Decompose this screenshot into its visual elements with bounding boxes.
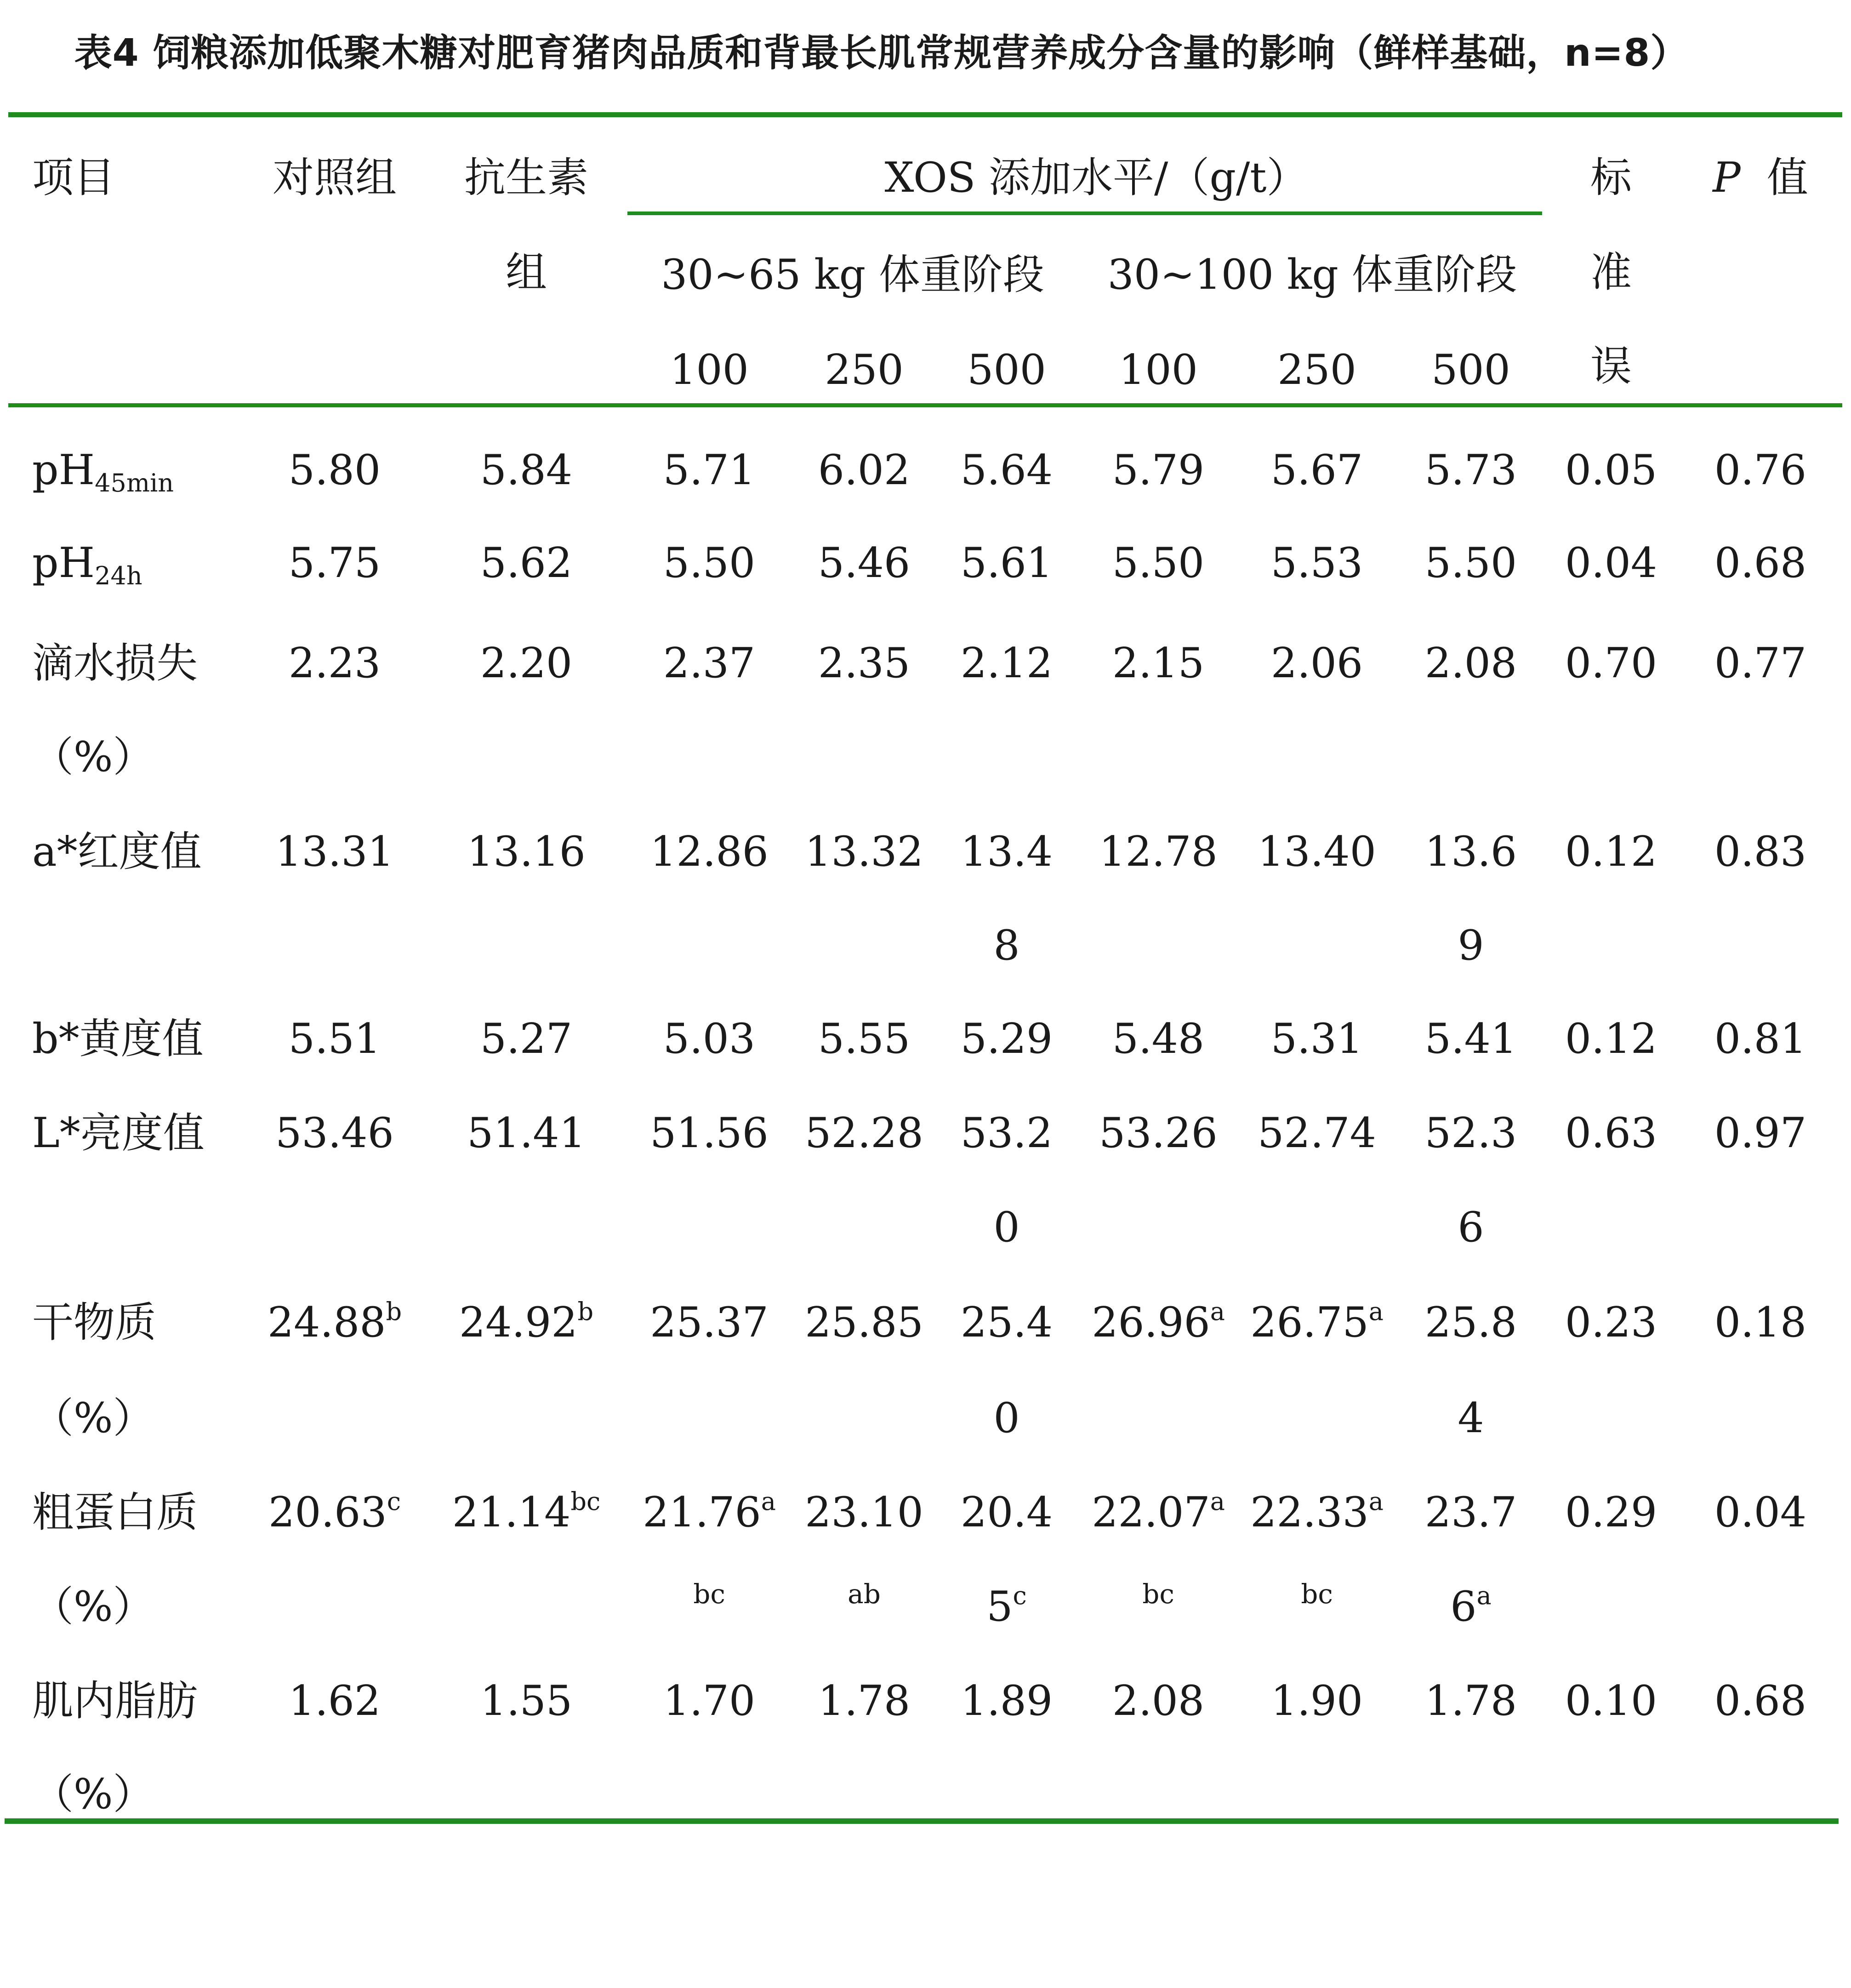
- table-cell-wrap: 9: [1458, 921, 1484, 970]
- row-label-dry-matter: 干物质: [32, 1298, 156, 1347]
- table-cell: 5.53: [1270, 539, 1363, 587]
- table-cell: 0.63: [1565, 1109, 1657, 1157]
- table-cell: 5.51: [288, 1015, 381, 1063]
- table-cell: 5.31: [1270, 1015, 1363, 1063]
- table-cell: 0.68: [1714, 539, 1807, 587]
- header-stage-30-100: 30~100 kg 体重阶段: [1107, 251, 1517, 299]
- table-cell: 22.07$^a$: [1092, 1487, 1225, 1537]
- table-cell: 1.78: [1424, 1677, 1517, 1725]
- header-antibiotic: 抗生素: [464, 154, 588, 202]
- table-cell: 5.75: [288, 539, 381, 587]
- row-label-lightness: L*亮度值: [32, 1109, 205, 1157]
- table-cell: 2.12: [960, 639, 1053, 687]
- header-level: 500: [967, 346, 1046, 394]
- table-cell: 0.18: [1714, 1298, 1807, 1347]
- table-cell: 5.62: [480, 539, 573, 587]
- table-cell: 2.37: [663, 639, 756, 687]
- table-cell: 26.75$^a$: [1250, 1297, 1384, 1347]
- table-cell: 25.8: [1424, 1298, 1517, 1347]
- table-cell: 1.70: [663, 1677, 756, 1725]
- table-cell: 6.02: [818, 446, 911, 494]
- header-item: 项目: [32, 154, 115, 202]
- row-label-crude-protein: 粗蛋白质: [32, 1488, 198, 1537]
- table-title: 表4 饲粮添加低聚木糖对肥育猪肉品质和背最长肌常规营养成分含量的影响（鲜样基础，n=8）: [74, 31, 1689, 75]
- table-cell: 24.92$^b$: [459, 1297, 594, 1347]
- table-cell: 5.80: [288, 446, 381, 494]
- row-label-imf-unit: （%）: [32, 1770, 154, 1818]
- header-level: 100: [670, 346, 749, 394]
- table-cell: 0.12: [1565, 1015, 1657, 1063]
- row-label-yellowness: b*黄度值: [32, 1015, 204, 1063]
- header-level: 250: [1277, 346, 1356, 394]
- table-cell: 0.05: [1565, 446, 1657, 494]
- header-control: 对照组: [273, 154, 397, 202]
- table-cell: 52.74: [1258, 1109, 1376, 1157]
- header-se: 标: [1590, 154, 1632, 202]
- table-cell: 25.85: [805, 1298, 923, 1347]
- table-cell: 0.10: [1565, 1677, 1657, 1725]
- header-bottom-rule: [8, 403, 1842, 407]
- table-cell: 53.26: [1099, 1109, 1218, 1157]
- row-label-drip-loss-unit: （%）: [32, 733, 154, 781]
- row-label-main: pH: [32, 539, 95, 587]
- header-antibiotic-wrap: 组: [506, 248, 547, 297]
- table-cell-wrap: ab: [848, 1578, 881, 1610]
- table-cell: 2.08: [1112, 1677, 1205, 1725]
- row-label-sub: 45min: [95, 468, 174, 497]
- table-cell: 0.77: [1714, 639, 1807, 687]
- table-cell: 26.96$^a$: [1092, 1297, 1225, 1347]
- xos-header-rule: [627, 211, 1542, 215]
- table-cell: 23.10: [805, 1488, 923, 1537]
- table-cell: 5.67: [1270, 446, 1363, 494]
- table-cell: 2.08: [1424, 639, 1517, 687]
- table-cell: 0.97: [1714, 1109, 1807, 1157]
- table-cell: 0.12: [1565, 828, 1657, 876]
- table-cell: 0.70: [1565, 639, 1657, 687]
- row-label-sub: 24h: [95, 561, 142, 590]
- table-cell: 1.55: [480, 1677, 573, 1725]
- table-cell: 13.6: [1424, 828, 1517, 876]
- table-cell-wrap: bc: [1301, 1578, 1333, 1610]
- header-p-italic: P: [1713, 154, 1741, 202]
- table-cell: 5.41: [1424, 1015, 1517, 1063]
- table-cell-wrap: 0: [993, 1394, 1020, 1442]
- table-cell: 12.78: [1099, 828, 1218, 876]
- table-cell: 5.61: [960, 539, 1053, 587]
- header-level: 500: [1431, 346, 1510, 394]
- table-cell: 2.35: [818, 639, 911, 687]
- table-cell: 5.03: [663, 1015, 756, 1063]
- table-cell-wrap: 6$^a$: [1450, 1581, 1492, 1631]
- table-cell: 23.7: [1424, 1488, 1517, 1537]
- header-xos-level: XOS 添加水平/（g/t）: [884, 154, 1308, 202]
- table-cell: 51.56: [650, 1109, 769, 1157]
- table-cell: 0.23: [1565, 1298, 1657, 1347]
- table-cell: 22.33$^a$: [1250, 1487, 1384, 1537]
- table-cell: 5.27: [480, 1015, 573, 1063]
- table-cell: 0.04: [1714, 1488, 1807, 1537]
- table-cell: 13.31: [275, 828, 394, 876]
- table-cell-wrap: 6: [1458, 1203, 1484, 1251]
- row-label-ph24: [32, 539, 142, 590]
- table-cell: 5.84: [480, 446, 573, 494]
- table-cell: 13.40: [1258, 828, 1376, 876]
- table-cell: 5.71: [663, 446, 756, 494]
- table-cell-wrap: bc: [693, 1578, 725, 1610]
- table-cell-wrap: 4: [1458, 1394, 1484, 1442]
- table-cell: 5.64: [960, 446, 1053, 494]
- table-cell-wrap: bc: [1142, 1578, 1174, 1610]
- table-cell: 0.68: [1714, 1677, 1807, 1725]
- table-cell: 20.4: [960, 1488, 1053, 1537]
- table-cell-wrap: 0: [993, 1203, 1020, 1251]
- header-p-rest: 值: [1766, 154, 1808, 202]
- table-cell: 0.76: [1714, 446, 1807, 494]
- table-cell: 5.55: [818, 1015, 911, 1063]
- table-cell: 20.63$^c$: [268, 1487, 401, 1537]
- table-cell: 0.81: [1714, 1015, 1807, 1063]
- table-cell: 2.20: [480, 639, 573, 687]
- table-cell: 2.23: [288, 639, 381, 687]
- table-cell: 12.86: [650, 828, 769, 876]
- table-cell: 24.88$^b$: [267, 1297, 402, 1347]
- table-cell: 5.29: [960, 1015, 1053, 1063]
- table-cell: 5.46: [818, 539, 911, 587]
- table-cell: 1.62: [288, 1677, 381, 1725]
- header-se-wrap: 误: [1590, 342, 1632, 390]
- table-cell: 2.06: [1270, 639, 1363, 687]
- table-cell: 25.4: [960, 1298, 1053, 1347]
- table-cell: 21.76$^a$: [643, 1487, 776, 1537]
- table-cell: 5.50: [1112, 539, 1205, 587]
- table-cell: 53.2: [960, 1109, 1053, 1157]
- row-label-imf: 肌内脂肪: [32, 1677, 198, 1725]
- table-cell: 0.83: [1714, 828, 1807, 876]
- row-label-dry-matter-unit: （%）: [32, 1394, 154, 1442]
- header-se-wrap: 准: [1590, 248, 1632, 297]
- table-cell: 0.04: [1565, 539, 1657, 587]
- table-cell: 5.48: [1112, 1015, 1205, 1063]
- top-rule: [8, 112, 1842, 117]
- row-label-redness: a*红度值: [32, 828, 202, 876]
- table-cell: 5.79: [1112, 446, 1205, 494]
- header-level: 100: [1119, 346, 1198, 394]
- header-p-value: [1713, 154, 1808, 202]
- table-cell: 13.4: [960, 828, 1053, 876]
- row-label-crude-protein-unit: （%）: [32, 1582, 154, 1631]
- table-cell: 52.3: [1424, 1109, 1517, 1157]
- table-cell: 51.41: [467, 1109, 586, 1157]
- table-cell: 5.50: [1424, 539, 1517, 587]
- header-level: 250: [825, 346, 904, 394]
- table-cell: 25.37: [650, 1298, 769, 1347]
- bottom-rule: [5, 1818, 1839, 1824]
- table-cell: 13.32: [805, 828, 923, 876]
- table-cell: 5.73: [1424, 446, 1517, 494]
- table-cell: 53.46: [275, 1109, 394, 1157]
- row-label-ph45: [32, 446, 174, 497]
- table-cell: 13.16: [467, 828, 586, 876]
- table-cell: 5.50: [663, 539, 756, 587]
- row-label-main: pH: [32, 446, 95, 494]
- header-stage-30-65: 30~65 kg 体重阶段: [661, 251, 1044, 299]
- table-cell: 1.78: [818, 1677, 911, 1725]
- table-cell: 52.28: [805, 1109, 923, 1157]
- table-cell: 2.15: [1112, 639, 1205, 687]
- row-label-drip-loss: 滴水损失: [32, 639, 198, 687]
- table-cell: 1.89: [960, 1677, 1053, 1725]
- table-cell: 21.14$^{bc}$: [452, 1487, 601, 1537]
- table-cell-wrap: 5$^c$: [986, 1581, 1027, 1631]
- table-cell-wrap: 8: [993, 921, 1020, 970]
- table-cell: 1.90: [1270, 1677, 1363, 1725]
- table-cell: 0.29: [1565, 1488, 1657, 1537]
